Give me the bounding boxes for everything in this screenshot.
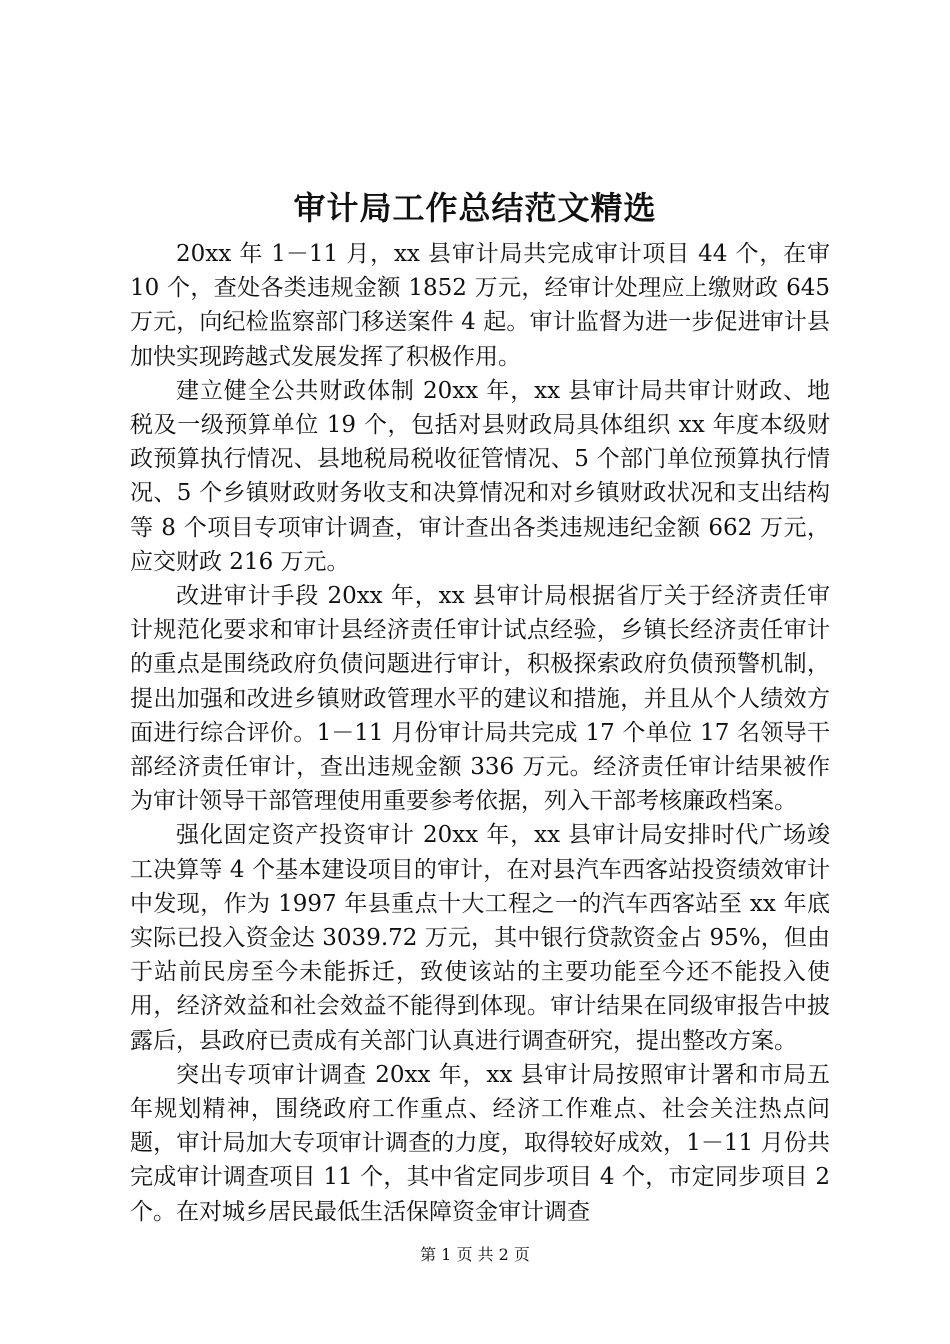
paragraph-special-audit: 突出专项审计调查 20xx 年，xx 县审计局按照审计署和市局五年规划精神，围绕政府工作重点、经济工作难点、社会关注热点问题，审计局加大专项审计调查的力度，取得较好成效，1－11 月份共完成审计调查项目 11 个，其中省定同步项目 4 个，市定同步项目 2 个。在对城乡居民最低生活保障资金审计调查 — [130, 1061, 830, 1225]
document-body — [130, 237, 830, 1229]
paragraph-intro: 20xx 年 1－11 月，xx 县审计局共完成审计项目 44 个，在审 10 个，查处各类违规金额 1852 万元，经审计处理应上缴财政 645 万元，向纪检监察部门移送案件 4 起。审计监督为进一步促进审计县加快实现跨越式发展发挥了积极作用。 — [130, 241, 830, 370]
document-title: 审计局工作总结范文精选 — [293, 189, 657, 227]
page-footer: 第 1 页 共 2 页 — [420, 1245, 530, 1264]
paragraph-audit-methods: 改进审计手段 20xx 年，xx 县审计局根据省厅关于经济责任审计规范化要求和审计县经济责任审计试点经验，乡镇长经济责任审计的重点是围绕政府负债问题进行审计，积极探索政府负债预警机制，提出加强和改进乡镇财政管理水平的建议和措施，并且从个人绩效方面进行综合评价。1－11 月份审计局共完成 17 个单位 17 名领导干部经济责任审计，查出违规金额 336 万元。经济责任审计结果被作为审计领导干部管理使用重要参考依据，列入干部考核廉政档案。 — [130, 583, 830, 815]
paragraph-public-finance: 建立健全公共财政体制 20xx 年，xx 县审计局共审计财政、地税及一级预算单位 19 个，包括对县财政局具体组织 xx 年度本级财政预算执行情况、县地税局税收征管情况、5 个部门单位预算执行情况、5 个乡镇财政财务收支和决算情况和对乡镇财政状况和支出结构等 8 个项目专项审计调查，审计查出各类违规违纪金额 662 万元，应交财政 216 万元。 — [130, 377, 830, 575]
paragraph-fixed-asset-audit: 强化固定资产投资审计 20xx 年，xx 县审计局安排时代广场竣工决算等 4 个基本建设项目的审计，在对县汽车西客站投资绩效审计中发现，作为 1997 年县重点十大工程之一的汽车西客站至 xx 年底实际已投入资金达 3039.72 万元，其中银行贷款资金占 95%，但由于站前民房至今未能拆迁，致使该站的主要功能至今还不能投入使用，经济效益和社会效益不能得到体现。审计结果在同级审报告中披露后，县政府已责成有关部门认真进行调查研究，提出整改方案。 — [130, 822, 830, 1054]
